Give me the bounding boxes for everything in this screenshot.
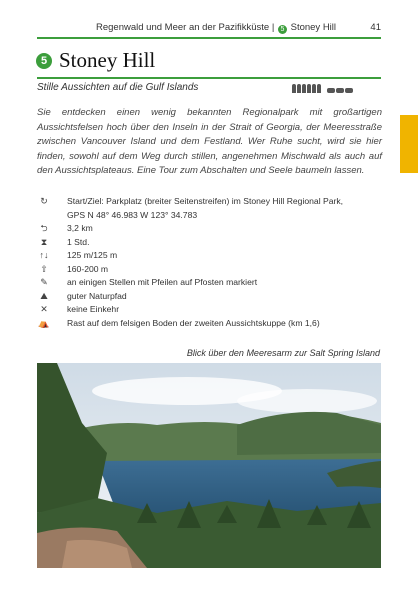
rest-icon: ⛺ (38, 317, 50, 328)
running-header-title: Regenwald und Meer an der Pazifikküste | (96, 22, 275, 33)
photo-caption: Blick über den Meeresarm zur Salt Spring Island (186, 348, 380, 358)
fact-text: 3,2 km (67, 223, 93, 233)
running-header-section (96, 22, 336, 34)
fact-text: 125 m/125 m (67, 250, 118, 260)
tour-facts (37, 195, 382, 330)
tour-name: Stoney Hill (59, 48, 156, 72)
tour-number-dot: 5 (278, 25, 287, 34)
fact-row (37, 195, 382, 209)
altitude-icon: ⇧ (40, 263, 48, 274)
page-number: 41 (370, 22, 381, 33)
suitability-icons (292, 84, 353, 93)
fact-text: Start/Ziel: Parkplatz (breiter Seitenstreifen) im Stoney Hill Regional Park, (67, 196, 344, 206)
loop-icon: ↻ (40, 196, 48, 206)
dog-icon (327, 85, 353, 93)
tour-title (36, 48, 155, 73)
fact-row (37, 236, 382, 250)
fact-row (37, 222, 382, 236)
path-icon: ⛰ (40, 290, 48, 301)
fact-text: an einigen Stellen mit Pfeilen auf Pfosten markiert (67, 277, 258, 287)
distance-icon: ⮌ (40, 223, 48, 233)
fact-text: 1 Std. (67, 236, 90, 247)
fact-row (37, 290, 382, 304)
hiker-group-icon (292, 84, 321, 93)
fact-row (37, 249, 382, 263)
elevation-icon: ↑↓ (39, 250, 49, 260)
fact-text: 160-200 m (67, 263, 109, 274)
chapter-tab (400, 115, 418, 173)
hourglass-icon: ⧗ (40, 236, 48, 247)
fact-text: keine Einkehr (67, 304, 120, 314)
fact-row (37, 303, 382, 317)
landscape-illustration (37, 363, 381, 568)
fact-row (37, 276, 382, 290)
fact-text: GPS N 48° 46.983 W 123° 34.783 (67, 209, 198, 220)
fact-text: guter Naturpfad (67, 290, 127, 301)
fact-row (37, 209, 382, 223)
fact-text: Rast auf dem felsigen Boden der zweiten Aussichtskuppe (km 1,6) (67, 317, 320, 328)
landscape-photo (37, 363, 381, 568)
running-header-tour: Stoney Hill (290, 22, 337, 33)
tour-subtitle: Stille Aussichten auf die Gulf Islands (37, 82, 199, 93)
header-rule (37, 37, 381, 39)
title-rule (37, 77, 381, 79)
intro-paragraph: Sie entdecken einen wenig bekannten Regionalpark mit großartigen Aussichtsfelsen hoch über den Inseln in der Strait of Georgia, der Meeresstraße zwischen Vancouver Island und dem Festland. Wer Ruhe sucht, wird sie hier finden, sowohl auf dem Weg durch stillen, angenehmen Mischwald als auch auf den Aussichtsplateaus. Eine Tour zum Abschalten und Seele baumeln lassen. (37, 107, 382, 176)
tour-number-badge: 5 (36, 53, 52, 69)
fact-row (37, 263, 382, 277)
no-refreshment-icon: ✕ (40, 304, 48, 314)
marking-icon: ✎ (40, 277, 48, 287)
fact-row (37, 317, 382, 331)
